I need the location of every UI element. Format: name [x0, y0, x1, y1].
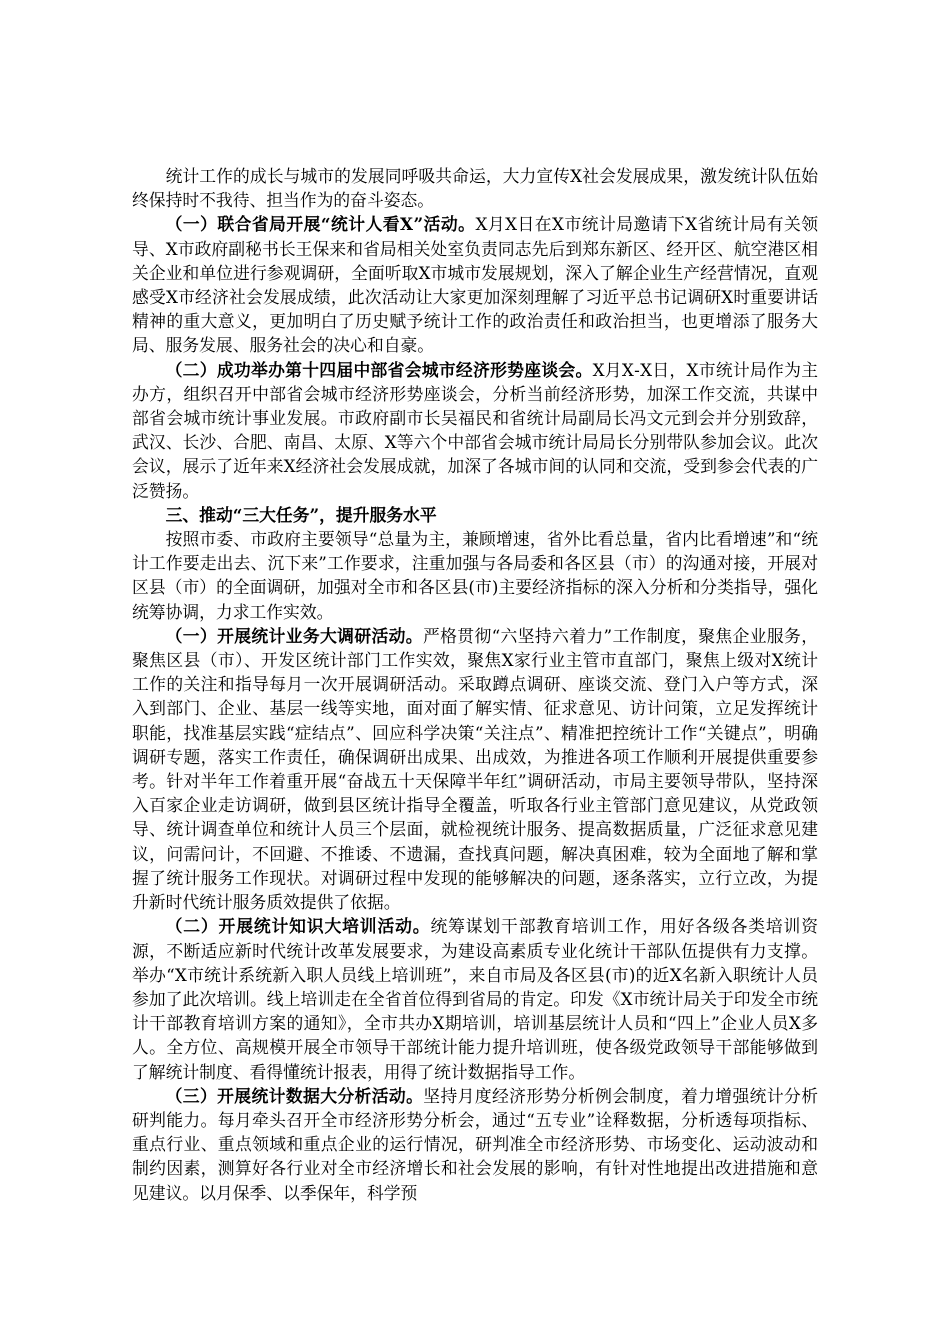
paragraph-joint-activity	[132, 212, 818, 357]
paragraph-symposium	[132, 358, 818, 503]
subheading-training: （二）开展统计知识大培训活动。	[165, 916, 431, 937]
paragraph-symposium-text: Ⅹ月Ⅹ-Ⅹ日，Ⅹ市统计局作为主办方，组织召开中部省会城市经济形势座谈会，分析当前经济形势，加深工作交流，共谋中部省会城市统计事业发展。市政府副市长吴福民和省统计局副局长冯文元到会并分别致辞，武汉、长沙、合肥、南昌、太原、Ⅹ等六个中部省会城市统计局局长分别带队参加会议。此次会议，展示了近年来Ⅹ经济社会发展成就，加深了各城市间的认同和交流，受到参会代表的广泛赞扬。	[132, 359, 818, 501]
paragraph-research-text: 严格贯彻“六坚持六着力”工作制度，聚焦企业服务，聚焦区县（市）、开发区统计部门工作实效，聚焦Ⅹ家行业主管市直部门，聚焦上级对Ⅹ统计工作的关注和指导每月一次开展调研活动。采取蹲点调研、座谈交流、登门入户等方式，深入到部门、企业、基层一线等实地，面对面了解实情、征求意见、访计问策，立足发挥统计职能，找准基层实践“症结点”、回应科学决策“关注点”、精准把控统计工作“关键点”，明确调研专题，落实工作责任，确保调研出成果、出成效，为推进各项工作顺利开展提供重要参考。针对半年工作着重开展“奋战五十天保障半年红”调研活动，市局主要领导带队，坚持深入百家企业走访调研，做到县区统计指导全覆盖，听取各行业主管部门意见建议，从党政领导、统计调查单位和统计人员三个层面，就检视统计服务、提高数据质量，广泛征求意见建议，问需问计，不回避、不推诿、不遗漏，查找真问题，解决真困难，较为全面地了解和掌握了统计服务工作现状。对调研过程中发现的能够解决的问题，逐条落实，立行立改，为提升新时代统计服务质效提供了依据。	[132, 625, 818, 913]
paragraph-requirements-text: 按照市委、市政府主要领导“总量为主，兼顾增速，省外比看总量，省内比看增速”和“统计工作要走出去、沉下来”工作要求，注重加强与各局委和各区县（市）的沟通对接，开展对区县（市）的全面调研，加强对全市和各区县(市)主要经济指标的深入分析和分类指导，强化统筹协调，力求工作实效。	[132, 529, 818, 622]
paragraph-research	[132, 624, 818, 914]
subheading-analysis: （三）开展统计数据大分析活动。	[165, 1085, 424, 1106]
subheading-research: （一）开展统计业务大调研活动。	[165, 625, 423, 646]
paragraph-requirements	[132, 527, 818, 624]
section-heading-three-tasks: 三、推动“三大任务”，提升服务水平	[165, 504, 437, 525]
paragraph-intro-text: 统计工作的成长与城市的发展同呼吸共命运，大力宣传Ⅹ社会发展成果，激发统计队伍始终保持时不我待、担当作为的奋斗姿态。	[132, 166, 818, 211]
paragraph-training	[132, 914, 818, 1083]
paragraph-analysis-text: 坚持月度经济形势分析例会制度，着力增强统计分析研判能力。每月牵头召开全市经济形势分析会，通过“五专业”诠释数据，分析透每项指标、重点行业、重点领域和重点企业的运行情况，研判准全市经济形势、市场变化、运动波动和制约因素，测算好各行业对全市经济增长和社会发展的影响，有针对性地提出改进措施和意见建议。以月保季、以季保年，科学预	[132, 1085, 818, 1203]
paragraph-intro	[132, 164, 818, 212]
paragraph-analysis	[132, 1084, 818, 1205]
paragraph-training-text: 统筹谋划干部教育培训工作，用好各级各类培训资源，不断适应新时代统计改革发展要求，为建设高素质专业化统计干部队伍提供有力支撑。举办“Ⅹ市统计系统新入职人员线上培训班”，来自市局及各区县(市)的近Ⅹ名新入职统计人员参加了此次培训。线上培训走在全省首位得到省局的肯定。印发《Ⅹ市统计局关于印发全市统计干部教育培训方案的通知》，全市共办Ⅹ期培训，培训基层统计人员和“四上”企业人员Ⅹ多人。全方位、高规模开展全市领导干部统计能力提升培训班，使各级党政领导干部能够做到了解统计制度、看得懂统计报表，用得了统计数据指导工作。	[132, 916, 818, 1082]
subheading-joint-activity: （一）联合省局开展“统计人看Ⅹ”活动。	[165, 214, 476, 235]
paragraph-joint-activity-text: Ⅹ月Ⅹ日在Ⅹ市统计局邀请下Ⅹ省统计局有关领导、Ⅹ市政府副秘书长王保来和省局相关处室负责同志先后到郑东新区、经开区、航空港区相关企业和单位进行参观调研，全面听取Ⅹ市城市发展规划，深入了解企业生产经营情况，直观感受Ⅹ市经济社会发展成绩，此次活动让大家更加深刻理解了习近平总书记调研Ⅹ时重要讲话精神的重大意义，更加明白了历史赋予统计工作的政治责任和政治担当，也更增添了服务大局、服务发展、服务社会的决心和自豪。	[132, 214, 818, 356]
subheading-symposium: （二）成功举办第十四届中部省会城市经济形势座谈会。	[165, 359, 593, 380]
document-body	[132, 164, 818, 1205]
